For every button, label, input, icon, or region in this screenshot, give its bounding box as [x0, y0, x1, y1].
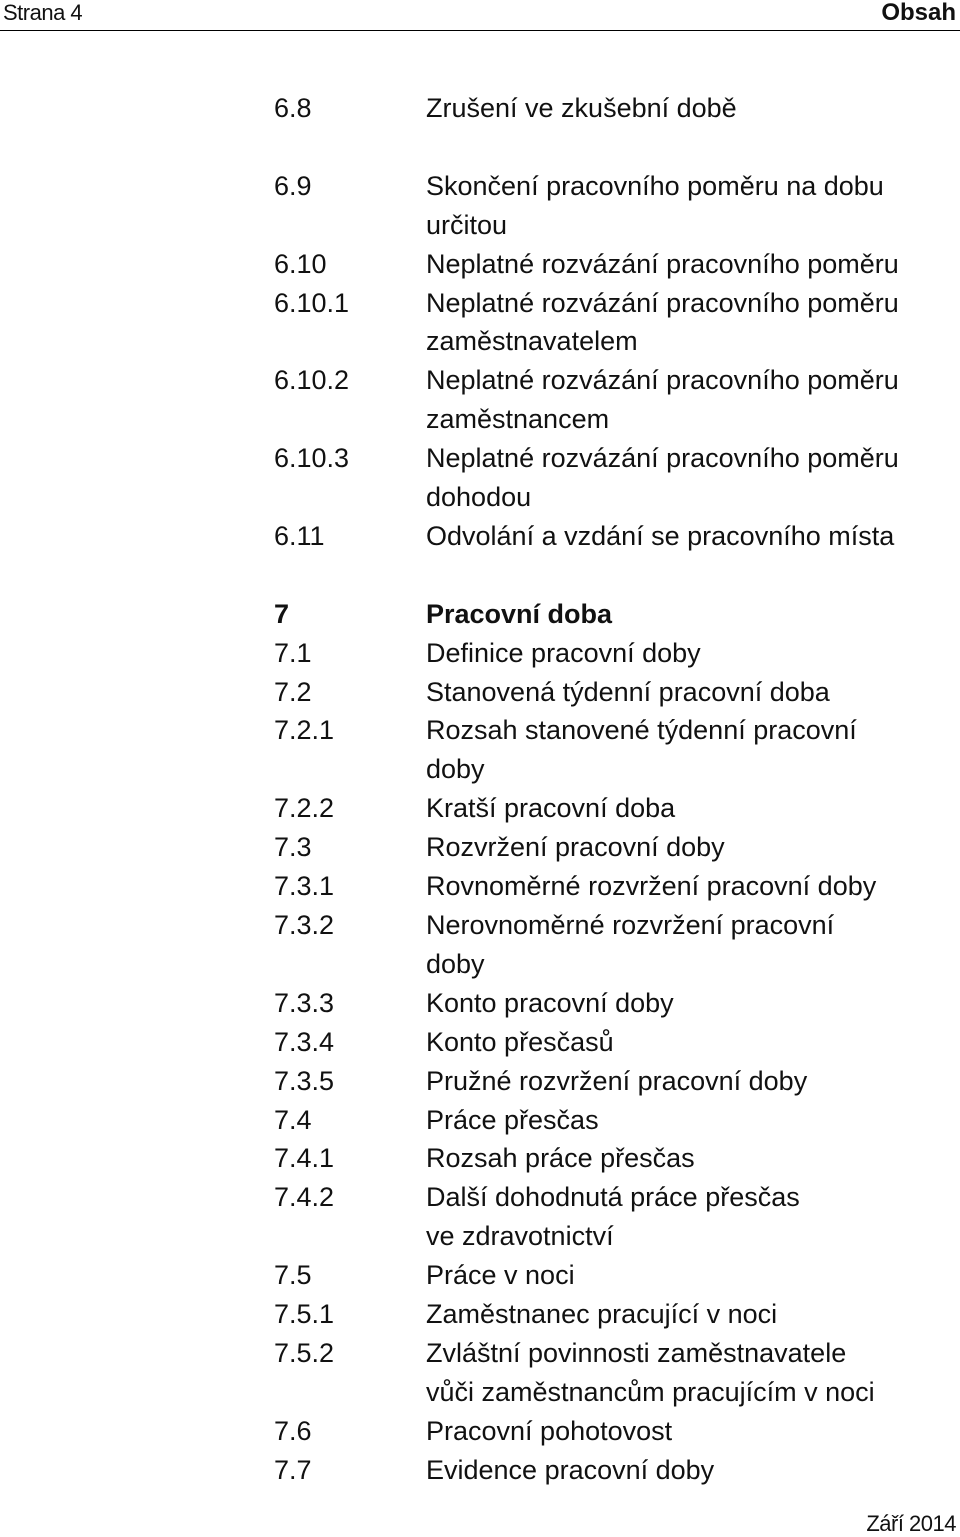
toc-entry-title-line: Definice pracovní doby: [426, 637, 701, 668]
toc-entry-title-line: Pracovní doba: [426, 598, 613, 629]
toc-entry-title-line: Zaměstnanec pracující v noci: [426, 1299, 778, 1330]
toc-entry[interactable]: [274, 1101, 960, 1140]
toc-entry[interactable]: [274, 1256, 960, 1295]
toc-entry-number: 7.3.3: [274, 987, 335, 1018]
toc-entry[interactable]: [274, 673, 960, 712]
toc-entry-number: 7.4.1: [274, 1143, 335, 1174]
toc-entry-title-line: Rozsah práce přesčas: [426, 1143, 695, 1174]
toc-entry[interactable]: [274, 595, 960, 634]
toc-entry-title-line: Neplatné rozvázání pracovního poměru: [426, 287, 899, 318]
toc-entry-number: 7.3.5: [274, 1065, 335, 1096]
footer-date: Září 2014: [866, 1511, 956, 1536]
toc-entry-title-line: Práce přesčas: [426, 1104, 599, 1135]
toc-entry-title-line: Další dohodnutá práce přesčas: [426, 1182, 800, 1213]
toc-entry-number: 7.4: [274, 1104, 312, 1135]
toc-entry-title-line: Nerovnoměrné rozvržení pracovní: [426, 910, 835, 940]
toc-entry-number: 7.2.2: [274, 793, 335, 824]
toc-entry-title-line: Pracovní pohotovost: [426, 1415, 673, 1446]
toc-entry-title-line: Zvláštní povinnosti zaměstnavatele: [426, 1337, 847, 1368]
toc-entry-title-line: Konto pracovní doby: [426, 987, 674, 1018]
toc-entry[interactable]: [274, 1023, 960, 1062]
toc-entry[interactable]: [274, 245, 960, 284]
toc-entry[interactable]: [274, 789, 960, 828]
toc-entry-title-line: Pružné rozvržení pracovní doby: [426, 1065, 808, 1096]
toc-entry-title-line: Evidence pracovní doby: [426, 1454, 715, 1485]
toc-entry-number: 7.2: [274, 676, 312, 707]
toc-entry-number: 6.10.2: [274, 365, 350, 396]
toc-entry-title-line: doby: [426, 948, 485, 979]
toc-entry-number: 7.3: [274, 832, 312, 863]
toc-entry[interactable]: [274, 634, 960, 673]
toc-entry[interactable]: [274, 867, 960, 906]
page-number-label: Strana 4: [3, 0, 83, 25]
toc-entry-number: 6.8: [274, 93, 312, 123]
toc-entry-title-line: Kratší pracovní doba: [426, 793, 676, 824]
toc-entry[interactable]: [274, 1334, 960, 1412]
toc-entry[interactable]: [274, 517, 960, 556]
toc-entry[interactable]: [274, 284, 960, 362]
toc-entry-number: 6.10.3: [274, 443, 350, 474]
toc-entry-number: 7.5: [274, 1260, 312, 1291]
toc-entry[interactable]: [274, 906, 960, 984]
toc-entry-title-line: ve zdravotnictví: [426, 1221, 614, 1252]
toc-entry-title-line: Konto přesčasů: [426, 1026, 614, 1057]
toc-entry-number: 7.3.4: [274, 1026, 335, 1057]
toc-entry[interactable]: [274, 439, 960, 517]
toc-entry[interactable]: [274, 1062, 960, 1101]
toc-entry[interactable]: [274, 361, 960, 439]
toc-entry-number: 7.3.2: [274, 910, 335, 940]
page-header: [0, 0, 960, 31]
toc-entry-title-line: zaměstnancem: [426, 404, 610, 435]
toc-entry-number: 7: [274, 598, 290, 629]
toc-entry-title-line: Rozsah stanovené týdenní pracovní: [426, 715, 857, 746]
toc-entry-number: 7.5.1: [274, 1299, 335, 1330]
toc-entry[interactable]: [274, 89, 960, 128]
toc-entry-number: 6.11: [274, 520, 325, 551]
table-of-contents: [274, 89, 960, 1490]
toc-entry-title-line: určitou: [426, 209, 508, 240]
toc-entry-title-line: Rovnoměrné rozvržení pracovní doby: [426, 871, 877, 902]
toc-entry[interactable]: [274, 167, 960, 245]
section-title: Obsah: [881, 0, 956, 26]
toc-entry-title-line: Neplatné rozvázání pracovního poměru: [426, 443, 899, 474]
toc-entry-title-line: Skončení pracovního poměru na dobu: [426, 170, 884, 201]
toc-entry-title-line: Neplatné rozvázání pracovního poměru: [426, 365, 899, 396]
toc-entry-title-line: doby: [426, 754, 485, 785]
toc-entry-title-line: dohodou: [426, 482, 532, 513]
toc-entry-number: 6.10: [274, 248, 327, 279]
toc-entry-number: 7.2.1: [274, 715, 335, 746]
toc-entry[interactable]: [274, 828, 960, 867]
toc-entry-number: 6.10.1: [274, 287, 350, 318]
toc-entry[interactable]: [274, 1412, 960, 1451]
toc-entry[interactable]: [274, 1139, 960, 1178]
toc-entry-number: 7.4.2: [274, 1182, 335, 1213]
toc-entry[interactable]: [274, 1295, 960, 1334]
toc-entry-number: 7.1: [274, 637, 312, 668]
toc-entry-title-line: Práce v noci: [426, 1260, 575, 1291]
toc-entry-title-line: zaměstnavatelem: [426, 326, 638, 357]
toc-entry-number: 7.7: [274, 1454, 312, 1485]
toc-entry-title-line: vůči zaměstnancům pracujícím v noci: [426, 1376, 875, 1407]
toc-entry-number: 7.5.2: [274, 1337, 335, 1368]
toc-entry-title-line: Stanovená týdenní pracovní doba: [426, 676, 830, 707]
toc-entry[interactable]: [274, 711, 960, 789]
toc-entry-number: 7.3.1: [274, 871, 335, 902]
toc-entry-number: 6.9: [274, 170, 312, 201]
toc-entry[interactable]: [274, 1178, 960, 1256]
toc-entry-title-line: Rozvržení pracovní doby: [426, 832, 725, 863]
toc-entry-title-line: Odvolání a vzdání se pracovního místa: [426, 520, 895, 551]
toc-entry-title-line: Neplatné rozvázání pracovního poměru: [426, 248, 899, 279]
toc-entry-title-line: Zrušení ve zkušební době: [426, 93, 737, 123]
toc-entry[interactable]: [274, 1451, 960, 1490]
toc-entry-number: 7.6: [274, 1415, 312, 1446]
toc-entry[interactable]: [274, 984, 960, 1023]
